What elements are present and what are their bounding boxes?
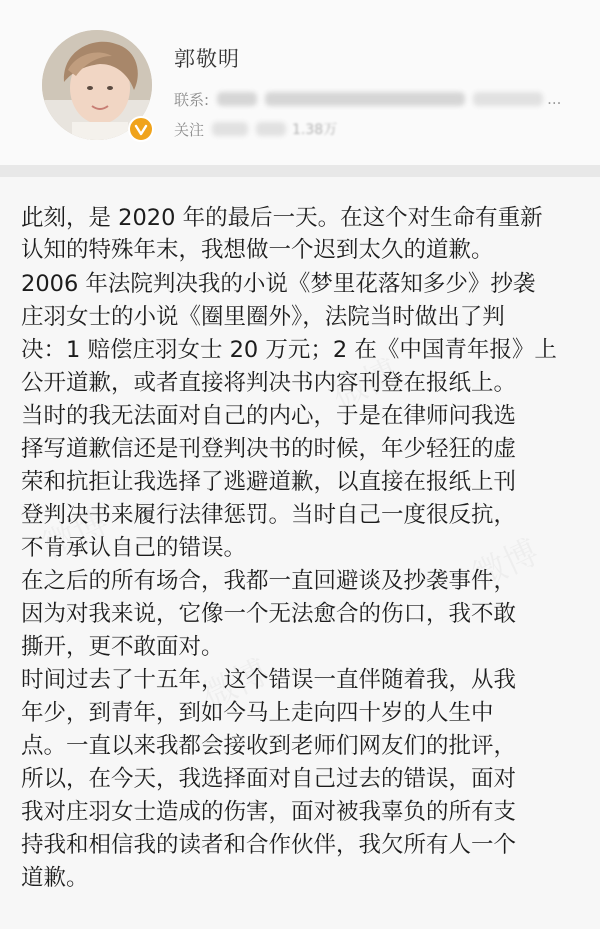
user-name[interactable]: 郭敬明 (174, 47, 240, 71)
blurred-label (256, 122, 286, 136)
post-line: 此刻，是 2020 年的最后一天。在这个对生命有重新 (21, 205, 543, 231)
contact-row (174, 88, 561, 110)
post-line: 择写道歉信还是刊登判决书的时候，年少轻狂的虚 (21, 436, 517, 462)
post-line: 认知的特殊年末，我想做一个迟到太久的道歉。 (21, 237, 494, 263)
post-line: 登判决书来履行法律惩罚。当时自己一度很反抗， (21, 502, 517, 528)
post-body (0, 177, 600, 929)
divider (0, 165, 600, 177)
post-line: 点。一直以来我都会接收到老师们网友们的批评， (21, 733, 517, 759)
post-line: 不肯承认自己的错误。 (21, 535, 247, 561)
blurred-contact (265, 92, 465, 106)
post-line: 我对庄羽女士造成的伤害，面对被我辜负的所有支 (21, 799, 517, 825)
post-line: 决：1 赔偿庄羽女士 20 万元；2 在《中国青年报》上 (21, 337, 557, 363)
contact-ellipsis: ... (547, 90, 562, 108)
post-line: 撕开，更不敢面对。 (21, 634, 224, 660)
follow-label: 关注 (174, 120, 205, 139)
post-line: 所以，在今天，我选择面对自己过去的错误，面对 (21, 766, 517, 792)
contact-label: 联系: (174, 90, 210, 109)
post-line: 荣和抗拒让我选择了逃避道歉，以直接在报纸上刊 (21, 469, 517, 495)
blurred-contact (217, 92, 257, 106)
post-line: 当时的我无法面对自己的内心，于是在律师问我选 (21, 403, 517, 429)
post-line: 因为对我来说，它像一个无法愈合的伤口，我不敢 (21, 601, 517, 627)
post-line: 在之后的所有场合，我都一直回避谈及抄袭事件， (21, 568, 517, 594)
post-line: 公开道歉，或者直接将判决书内容刊登在报纸上。 (21, 370, 517, 396)
blurred-count (212, 122, 248, 136)
post-line: 年少，到青年，到如今马上走向四十岁的人生中 (21, 700, 494, 726)
post-line: 庄羽女士的小说《圈里圈外》，法院当时做出了判 (21, 304, 505, 330)
post-line: 时间过去了十五年，这个错误一直伴随着我，从我 (21, 667, 517, 693)
post-line: 道歉。 (21, 865, 89, 891)
post-line: 持我和相信我的读者和合作伙伴，我欠所有人一个 (21, 832, 517, 858)
follow-row (174, 118, 337, 140)
post-line: 2006 年法院判决我的小说《梦里花落知多少》抄袭 (21, 271, 536, 297)
profile-header (0, 0, 600, 165)
follower-count: 1.38万 (292, 122, 338, 138)
blurred-contact (473, 92, 543, 106)
verified-badge-icon (128, 116, 154, 142)
